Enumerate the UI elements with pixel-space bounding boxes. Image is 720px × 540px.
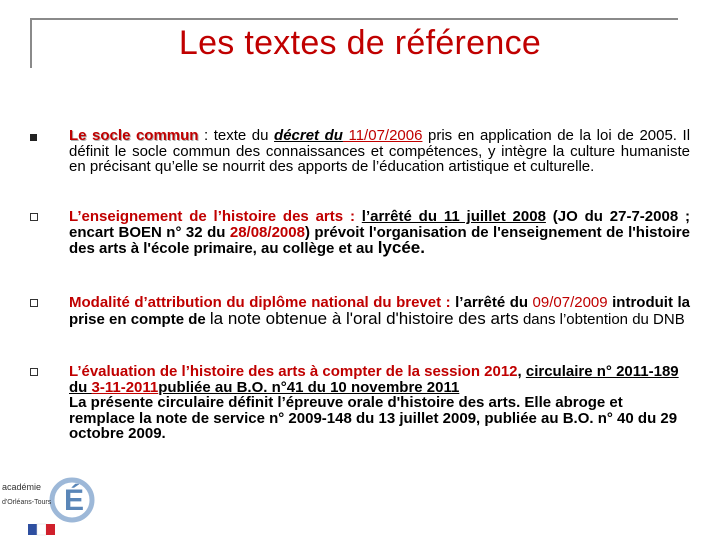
date-2011: 3-11-2011: [91, 378, 159, 396]
bullet-dnb: [30, 295, 690, 327]
date-2008: 28/08/2008: [229, 223, 305, 241]
bullet-text: [69, 209, 690, 257]
bullet-heading: L’enseignement de l’histoire des arts :: [69, 208, 362, 225]
text-run: : texte du: [198, 127, 275, 144]
flag-white: [37, 524, 46, 535]
bullet-text: [69, 128, 690, 175]
text-run: (JO du 27-7-2008 ; encart BOEN n° 32 du: [69, 208, 690, 241]
text-run: publiée au B.O. n°41 du 10 novembre 2011: [158, 378, 460, 396]
bullet-text: [69, 295, 690, 327]
flag-red: [46, 524, 55, 535]
bullet-heading: L’évaluation de l’histoire des arts à compter de la session 2012: [69, 363, 518, 380]
text-run: lycée.: [377, 238, 425, 257]
logo-text-orleans-tours: d'Orléans-Tours: [2, 499, 52, 506]
bullet-marker: [30, 134, 37, 141]
bullet-evaluation-2012: [30, 364, 690, 442]
circulaire-link[interactable]: circulaire n° 2011-189 du: [69, 363, 679, 396]
text-run: dans l’obtention du DNB: [518, 310, 685, 328]
academie-orleans-tours-logo: [0, 470, 100, 540]
text-run: ) prévoit l'organisation de l'enseignement de l'histoire des arts à l'école primaire, au collège et au: [69, 223, 690, 257]
text-run: La présente circulaire définit l’épreuve orale d'histoire des arts. Elle abroge et remplace la note de service n° 2009-148 du 13 juillet 2009, publiée au B.O. n° 40 du 29 octobre 2009.: [69, 394, 678, 442]
bullet-heading: Le socle commun: [69, 127, 199, 144]
text-run: ,: [517, 363, 526, 380]
bullet-marker: [30, 299, 38, 307]
title-frame-top: [30, 18, 678, 20]
bullet-marker: [30, 368, 38, 376]
bullet-heading: Modalité d’attribution du diplôme national du brevet :: [69, 294, 456, 311]
text-run: pris en application de la loi de 2005. Il définit le socle commun des connaissances et compétences, y intègre la culture humaniste en précisant qu’elle se nourrit des apports de l’éducation artistique et culturelle.: [69, 127, 691, 175]
date-2009: 09/07/2009: [532, 294, 608, 311]
flag-blue: [28, 524, 37, 535]
bullet-histoire-des-arts: [30, 209, 690, 257]
text-run: l’arrêté du: [455, 294, 533, 311]
bullet-text: [69, 364, 690, 442]
page-title: Les textes de référence: [178, 24, 542, 62]
date-2006: 11/07/2006: [342, 127, 423, 144]
text-run: introduit la prise en compte de: [69, 294, 690, 328]
arrete-link[interactable]: l’arrêté du 11 juillet 2008: [361, 208, 546, 225]
bullet-marker: [30, 213, 38, 221]
bullet-socle-commun: [30, 128, 690, 175]
text-run: la note obtenue à l'oral d'histoire des arts: [209, 308, 519, 328]
logo-letter: É: [64, 484, 85, 517]
decret-link[interactable]: décret du: [274, 127, 343, 144]
logo-text-academie: académie: [2, 482, 42, 492]
